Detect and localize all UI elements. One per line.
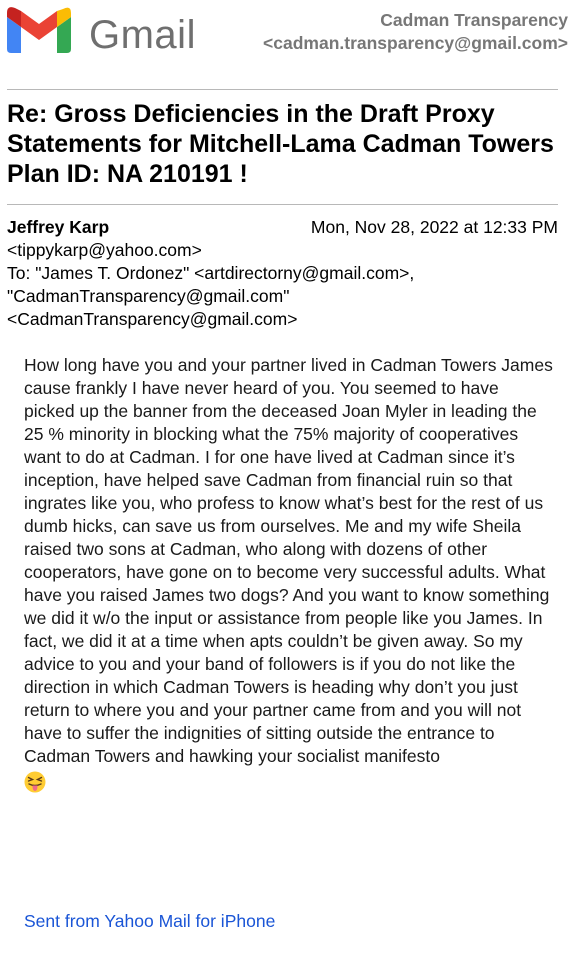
gmail-m-icon (7, 7, 71, 53)
subject-divider (7, 204, 558, 205)
sender-name: Jeffrey Karp (7, 217, 110, 237)
header-divider (7, 89, 558, 90)
account-email: <cadman.transparency@gmail.com> (263, 33, 568, 53)
squinting-face-with-tongue-icon (24, 771, 46, 793)
header (0, 0, 569, 70)
yahoo-mail-signature-link[interactable]: Sent from Yahoo Mail for iPhone (24, 911, 276, 931)
recipients: To: "James T. Ordonez" <artdirectorny@gmail.com>, "CadmanTransparency@gmail.com" <CadmanTransparency@gmail.com> (7, 263, 415, 329)
gmail-wordmark: Gmail (89, 13, 196, 57)
sender-email: <tippykarp@yahoo.com> (7, 240, 202, 260)
account-name: Cadman Transparency (380, 10, 568, 30)
message-date: Mon, Nov 28, 2022 at 12:33 PM (310, 217, 558, 237)
gmail-logo (7, 7, 197, 57)
message-body-text: How long have you and your partner lived in Cadman Towers James cause frankly I have never heard of you. You seemed to have picked up the banner from the deceased Joan Myler in leading the 25 % minority in blocking what the 75% majority of cooperatives want to do at Cadman. I for one have lived at Cadman since it’s inception, have helped save Cadman from financial ruin so that ingrates like you, who profess to know what’s best for the rest of us dumb hicks, can save us from ourselves. Me and my wife Sheila raised two sons at Cadman, who along with dozens of other cooperators, have gone on to become very successful adults. What have you raised James two dogs? And you want to know something we did it w/o the input or assistance from people like you James. In fact, we did it at a time when apts couldn’t be given away. So my advice to you and your band of followers is if you do not like the direction in which Cadman Towers is heading why don’t you just return to where you and your partner came from and you will not have to suffer the indignities of sitting outside the entrance to Cadman Towers and hawking your socialist manifesto (24, 355, 553, 766)
account-info (263, 9, 568, 55)
email-subject: Re: Gross Deficiencies in the Draft Proxy Statements for Mitchell-Lama Cadman Towers Plan ID: NA 210191 ! (7, 100, 554, 188)
message-body (24, 354, 554, 799)
